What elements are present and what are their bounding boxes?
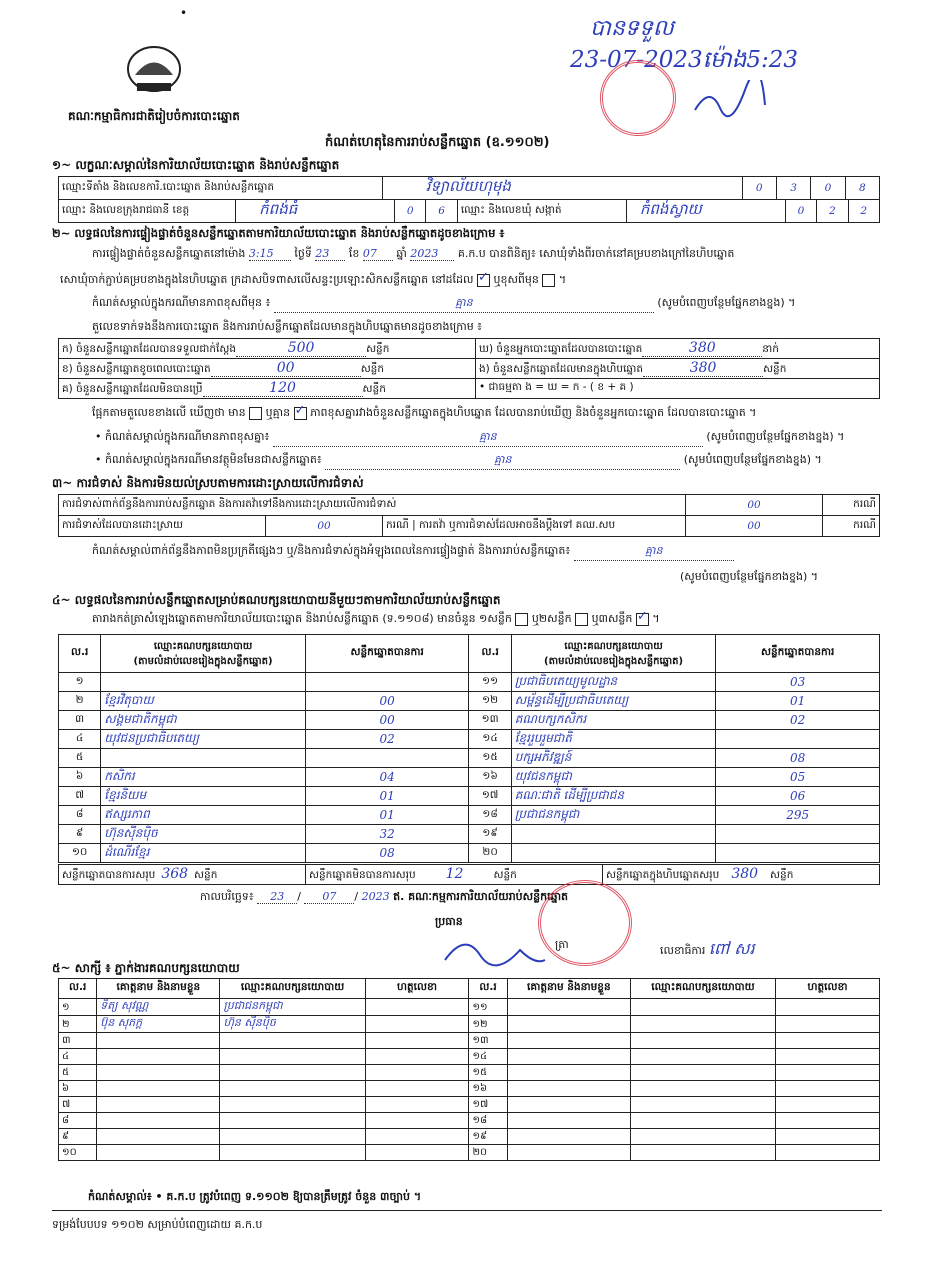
footer-rule	[52, 1210, 882, 1211]
results-row	[59, 806, 880, 825]
witness-party	[220, 1113, 365, 1129]
witness-party	[630, 1065, 775, 1081]
row-number: ៤	[59, 1049, 97, 1065]
results-table: ល.រ ឈ្មោះគណបក្សនយោបាយ (តាមលំដាប់លេខរៀងក្នុងសន្លឹកឆ្នោត) សន្លឹកឆ្នោតបានការ ល.រ ឈ្មោះគណបក្សនយោបាយ (តាមលំដាប់លេខរៀងក្នុងសន្លឹកឆ្នោត) សន្លឹកឆ្នោតបានការ ១ ១១ ប្រជាធិបតេយ្យមូលដ្ឋាន 03 ២ ខ្មែរវិតុបាយ 00 ១២ សម្ព័ន្ធដើម្បីប្រជាធិបតេយ្យ 01 ៣ សង្គមជាតិកម្ពុជា 00 ១៣ គណបក្សកសិករ 02 ៤ យុវជនប្រជាធិបតេយ្យ 02 ១៤ ខ្មែររួបរួមជាតិ ៥ ១៥ បក្សអភិវឌ្ឍន៍ 08 ៦ កសិករ 04 ១៦ យុវជនកម្ពុជា 05 ៧ ខ្មែរនិយម 01 ១៧ គណៈជាតិ ដើម្បីប្រជាជន 06 ៨ ឥស្សរភាព 01 ១៨ ប្រជាជនកម្ពុជា 295 ៩ ហ៊ុនស៊ីនប៉ិច 32 ១៩ ១០ ដំណើរខ្មែរ 08 ២០	[58, 634, 880, 863]
results-row	[59, 730, 880, 749]
footnote: កំណត់សម្គាល់៖ • គ.ក.ប ត្រូវបំពេញ ទ.១១០២ ឱ្យបានត្រឹមត្រូវ ចំនួន ៣ច្បាប់ ។	[88, 1190, 422, 1203]
row-number: ១	[59, 673, 101, 692]
witness-name	[97, 1113, 220, 1129]
results-row	[59, 692, 880, 711]
witness-party: ហ៊ុន ស៊ីនប៉ិច	[220, 1016, 365, 1033]
party-votes: 01	[305, 787, 469, 806]
party-name: យុវជនកម្ពុជា	[511, 768, 716, 787]
time-value: 3:15	[249, 247, 291, 261]
chair-signature	[440, 930, 550, 979]
party-name	[511, 825, 716, 844]
tally-d: ឃ) ចំនួនអ្នកបោះឆ្នោតដែលបានបោះឆ្នោត 380 នាក់	[476, 339, 880, 359]
party-votes	[716, 825, 880, 844]
row-number: ១	[59, 999, 97, 1016]
row-number: ៥	[59, 749, 101, 768]
tally-formula: • ជាធម្មតា ង = ឃ = ក - ( ខ + គ )	[476, 379, 880, 399]
row-number: ១៤	[469, 1049, 507, 1065]
witness-signature	[365, 1033, 469, 1049]
total-invalid: 12	[445, 865, 464, 882]
party-votes	[716, 844, 880, 863]
party-votes: 00	[305, 711, 469, 730]
row-number: ១៥	[469, 1065, 507, 1081]
year-value: 2023	[410, 247, 454, 261]
province-code-2: 6	[426, 200, 457, 223]
row-number: ៣	[59, 1033, 97, 1049]
witness-party	[220, 1081, 365, 1097]
witness-name	[507, 1049, 630, 1065]
objection-label: ការជំទាស់ពាក់ព័ន្ធនឹងការរាប់សន្លឹកឆ្នោត និងការតវ៉ាទៅនឹងការដោះស្រាយលើការជំទាស់	[59, 495, 686, 516]
tally-a: ក) ចំនួនសន្លឹកឆ្នោតដែលបានទទួលជាក់ស្តែង 500 សន្លឹក	[59, 339, 476, 359]
party-votes: 295	[716, 806, 880, 825]
witness-name	[97, 1145, 220, 1161]
party-votes	[716, 730, 880, 749]
witness-row	[59, 1016, 880, 1033]
witness-signature	[365, 1049, 469, 1065]
witness-name	[507, 1033, 630, 1049]
witness-name	[507, 1113, 630, 1129]
party-votes	[305, 749, 469, 768]
witness-name	[507, 1016, 630, 1033]
row-number: ១៨	[469, 806, 511, 825]
place-value: វិទ្យាល័យហុមុង	[382, 177, 742, 200]
party-votes: 06	[716, 787, 880, 806]
row-number: ១៥	[469, 749, 511, 768]
row-number: ៨	[59, 1113, 97, 1129]
party-name: ខ្មែរវិតុបាយ	[101, 692, 306, 711]
section5-title: ៥~ សាក្សី ៖ ភ្នាក់ងារគណបក្សនយោបាយ	[52, 961, 240, 975]
commune-value: កំពង់ស្វាយ	[626, 200, 785, 223]
total-valid: 368	[161, 865, 189, 882]
row-number: ២	[59, 692, 101, 711]
totals-row: សន្លឹកឆ្នោតបានការសរុប 368 សន្លឹក សន្លឹកឆ្នោតមិនបានការសរុប 12 សន្លឹក សន្លឹកឆ្នោតក្នុងហិបឆ្នោតសរុប 380 សន្លឹក	[58, 864, 880, 885]
official-stamp-top	[600, 60, 676, 136]
section3-title: ៣~ ការជំទាស់ និងការមិនយល់ស្របតាមការដោះស្រាយលើការជំទាស់	[52, 476, 364, 490]
section2-title: ២~ លទ្ធផលនៃការផ្ទៀងផ្ទាត់ចំនួនសន្លឹកឆ្នោតតាមការិយាល័យបោះឆ្នោត និងរាប់សន្លឹកឆ្នោតដូចខាងក្រោម ៖	[52, 226, 505, 240]
tally-c: គ) ចំនួនសន្លឹកឆ្នោតដែលមិនបានប្រើ 120 សន្លឹក	[59, 379, 476, 399]
witness-signature	[365, 1065, 469, 1081]
month-value: 07	[363, 247, 393, 261]
party-name	[101, 749, 306, 768]
witness-name	[507, 1097, 630, 1113]
section1-title: ១~ លក្ខណៈសម្គាល់នៃការិយាល័យបោះឆ្នោត និងរាប់សន្លឹកឆ្នោត	[52, 158, 340, 172]
chair-label: ប្រធាន	[435, 915, 463, 928]
section1-table-row2	[58, 199, 880, 223]
official-stamp-bottom	[538, 880, 632, 966]
results-row	[59, 787, 880, 806]
witness-party	[630, 1113, 775, 1129]
place-label: ឈ្មោះទីតាំង និងលេខការិ.បោះឆ្នោត និងរាប់សន្លឹកឆ្នោត	[59, 177, 383, 200]
witness-party	[220, 1129, 365, 1145]
results-row	[59, 711, 880, 730]
party-name	[101, 673, 306, 692]
section4-subline: តារាងកត់ត្រាសំឡេងឆ្នោតតាមការិយាល័យបោះឆ្នោត និងរាប់សន្លឹកឆ្នោត (ទ.១១០៨) មានចំនួន ១សន្លឹក ឬ២សន្លឹក ឬ៣សន្លឹក ✓ ។	[92, 612, 660, 628]
party-name: ប្រជាធិបតេយ្យមូលដ្ឋាន	[511, 673, 716, 692]
resolved-value: 00	[266, 516, 383, 537]
witness-signature	[776, 1049, 880, 1065]
witness-signature	[365, 999, 469, 1016]
party-name: កសិករ	[101, 768, 306, 787]
place-code-2: 3	[776, 177, 810, 200]
receipt-label: បានទទួល	[590, 16, 674, 41]
section1-table	[58, 176, 880, 200]
witness-signature	[365, 1081, 469, 1097]
receipt-datetime: 23-07-2023ម៉ោង5:23	[570, 47, 799, 73]
party-votes: 08	[305, 844, 469, 863]
witness-party	[630, 1081, 775, 1097]
same-checkbox[interactable]	[477, 274, 490, 287]
witness-party	[630, 1129, 775, 1145]
secretary: លេខាធិការ ពៅ សរ	[660, 939, 755, 958]
party-votes: 04	[305, 768, 469, 787]
top-mark: •	[180, 6, 188, 20]
section2-line2: សោឃុំចាក់ភ្ជាប់គម្របខាងក្នុងនៃហិបឆ្នោត ក្រដាសបិទពាសលើសន្ទះប្រឡោះសិកសន្លឹកឆ្នោត នៅដដែល ✓ ឬខុសពីមុន ។	[60, 273, 566, 289]
party-name: គណៈជាតិ ដើម្បីប្រជាជន	[511, 787, 716, 806]
witness-name	[97, 1129, 220, 1145]
form-footer: ទម្រង់បែបបទ ១១០២ សម្រាប់បំពេញដោយ គ.ក.ប	[52, 1218, 263, 1231]
form-title: កំណត់ហេតុនៃការរាប់សន្លឹកឆ្នោត (ឧ.១១០២)	[325, 135, 550, 150]
section3-hint: (សូមបំពេញបន្ថែមផ្នែកខាងខ្នង) ។	[680, 570, 819, 583]
witness-signature	[776, 1081, 880, 1097]
witness-party	[220, 1033, 365, 1049]
party-votes: 32	[305, 825, 469, 844]
row-number: ៨	[59, 806, 101, 825]
tally-e: ង) ចំនួនសន្លឹកឆ្នោតដែលមានក្នុងហិបឆ្នោត 380 សន្លឹក	[476, 359, 880, 379]
witness-party	[630, 1033, 775, 1049]
party-votes: 01	[716, 692, 880, 711]
witness-signature	[365, 1113, 469, 1129]
row-number: ១០	[59, 1145, 97, 1161]
row-number: ៧	[59, 1097, 97, 1113]
changed-checkbox[interactable]	[542, 274, 555, 287]
province-value: កំពង់ធំ	[236, 200, 395, 223]
results-row	[59, 749, 880, 768]
row-number: ១៧	[469, 1097, 507, 1113]
party-name: ឥស្សរភាព	[101, 806, 306, 825]
place-code-4: 8	[845, 177, 879, 200]
witness-name	[97, 1081, 220, 1097]
row-number: ២០	[469, 844, 511, 863]
compare-line: ផ្អែកតាមតួលេខខាងលើ ឃើញថា មាន ឬគ្មាន ✓ ភាពខុសគ្នារវាងចំនួនសន្លឹកឆ្នោតក្នុងហិបឆ្នោត ដែលបានរាប់ឃើញ និងចំនួនអ្នកបោះឆ្នោត ដែលបានបោះឆ្នោត ។	[92, 406, 756, 422]
party-name: បក្សអភិវឌ្ឍន៍	[511, 749, 716, 768]
row-number: ៦	[59, 1081, 97, 1097]
party-name: ខ្មែរនិយម	[101, 787, 306, 806]
row-number: ១៦	[469, 768, 511, 787]
witness-signature	[365, 1129, 469, 1145]
witness-row	[59, 1145, 880, 1161]
sheets-1-checkbox[interactable]	[515, 613, 528, 626]
witness-name	[97, 1097, 220, 1113]
witness-name: ប៊ុន សុភក្ត	[97, 1016, 220, 1033]
party-votes: 08	[716, 749, 880, 768]
witness-party	[220, 1065, 365, 1081]
witness-signature	[365, 1016, 469, 1033]
place-code-1: 0	[742, 177, 776, 200]
emblem	[125, 45, 183, 97]
witness-name	[97, 1049, 220, 1065]
row-number: ១៦	[469, 1081, 507, 1097]
section2-note: កំណត់សម្គាល់ក្នុងករណីមានភាពខុសពីមុន ៖ គ្មាន (សូមបំពេញបន្ថែមផ្នែកខាងខ្នង) ។	[92, 296, 795, 313]
witness-signature	[776, 1145, 880, 1161]
witness-row	[59, 1129, 880, 1145]
witness-party	[630, 1016, 775, 1033]
province-code-1: 0	[395, 200, 426, 223]
day-value: 23	[315, 247, 345, 261]
sheets-3-checkbox[interactable]	[636, 613, 649, 626]
row-number: ៩	[59, 825, 101, 844]
witness-table: ល.រ គោត្តនាម និងនាមខ្លួន ឈ្មោះគណបក្សនយោបាយ ហត្ថលេខា ល.រ គោត្តនាម និងនាមខ្លួន ឈ្មោះគណបក្សនយោបាយ ហត្ថលេខា ១ ទិត្យ សុវណ្ណ ប្រជាជនកម្ពុជា ១១ ២ ប៊ុន សុភក្ត ហ៊ុន ស៊ីនប៉ិច ១២ ៣ ១៣ ៤ ១៤ ៥ ១៥ ៦ ១៦ ៧ ១៧ ៨ ១៨ ៩ ១៩ ១០ ២០	[58, 978, 880, 1161]
witness-party	[630, 1097, 775, 1113]
place-code-3: 0	[811, 177, 845, 200]
party-name	[511, 844, 716, 863]
party-name: ខ្មែររួបរួមជាតិ	[511, 730, 716, 749]
foreign-note: • កំណត់សម្គាល់ក្នុងករណីមានវត្ថុមិនមែនជាសន្លឹកឆ្នោត៖ គ្មាន (សូមបំពេញបន្ថែមផ្នែកខាងខ្នង) ។	[95, 453, 822, 470]
commune-label: ឈ្មោះ និងលេខឃុំ សង្កាត់	[457, 200, 626, 223]
no-diff-checkbox[interactable]	[294, 407, 307, 420]
row-number: ១២	[469, 692, 511, 711]
party-votes: 05	[716, 768, 880, 787]
diff-note: • កំណត់សម្គាល់ក្នុងករណីមានភាពខុសគ្នា៖ គ្មាន (សូមបំពេញបន្ថែមផ្នែកខាងខ្នង) ។	[95, 430, 844, 447]
objection-table: ការជំទាស់ពាក់ព័ន្ធនឹងការរាប់សន្លឹកឆ្នោត និងការតវ៉ាទៅនឹងការដោះស្រាយលើការជំទាស់ 00 ករណី ការជំទាស់ដែលបានដោះស្រាយ 00 ករណី | ការតវ៉ា ឬការជំទាស់ដែលអាចនឹងប្តឹងទៅ គឈ.សប 00 ករណី	[58, 494, 880, 537]
party-name: សង្គមជាតិកម្ពុជា	[101, 711, 306, 730]
date-line: កាលបរិច្ឆេទ៖ 23 / 07 / 2023 ឥ. គណៈកម្មការការិយាល័យរាប់សន្លឹកឆ្នោត	[200, 890, 569, 903]
witness-name	[97, 1065, 220, 1081]
tally-table	[58, 338, 880, 399]
row-number: ១៨	[469, 1113, 507, 1129]
witness-signature	[776, 1033, 880, 1049]
row-number: ១២	[469, 1016, 507, 1033]
committee-name: គណៈកម្មាធិការជាតិរៀបចំការបោះឆ្នោត	[68, 109, 240, 123]
witness-row	[59, 999, 880, 1016]
row-number: ៥	[59, 1065, 97, 1081]
row-number: ១១	[469, 673, 511, 692]
witness-party	[220, 1145, 365, 1161]
row-number: ៦	[59, 768, 101, 787]
appeal-value: 00	[686, 516, 823, 537]
witness-party	[220, 1049, 365, 1065]
note-value: គ្មាន	[274, 296, 654, 313]
row-number: ១៣	[469, 711, 511, 730]
party-name: យុវជនប្រជាធិបតេយ្យ	[101, 730, 306, 749]
witness-signature	[776, 1065, 880, 1081]
commune-code-2: 2	[817, 200, 848, 223]
results-row	[59, 673, 880, 692]
party-name: សម្ព័ន្ធដើម្បីប្រជាធិបតេយ្យ	[511, 692, 716, 711]
row-number: ៧	[59, 787, 101, 806]
party-votes: 01	[305, 806, 469, 825]
witness-signature	[365, 1145, 469, 1161]
total-in-box: 380	[731, 865, 759, 882]
party-votes: 02	[305, 730, 469, 749]
row-number: ២០	[469, 1145, 507, 1161]
witness-name	[507, 999, 630, 1016]
witness-signature	[776, 1113, 880, 1129]
sheets-2-checkbox[interactable]	[575, 613, 588, 626]
witness-signature	[776, 999, 880, 1016]
row-number: ៤	[59, 730, 101, 749]
witness-row	[59, 1065, 880, 1081]
party-name: ប្រជាជនកម្ពុជា	[511, 806, 716, 825]
row-number: ១៤	[469, 730, 511, 749]
results-row	[59, 768, 880, 787]
resolved-label: ការជំទាស់ដែលបានដោះស្រាយ	[59, 516, 266, 537]
stamp-label: ត្រា	[555, 938, 569, 951]
party-name: ហ៊ុនស៊ីនប៉ិច	[101, 825, 306, 844]
witness-name	[507, 1145, 630, 1161]
witness-row	[59, 1081, 880, 1097]
witness-party	[630, 1049, 775, 1065]
signature-top	[690, 80, 770, 124]
row-number: ៩	[59, 1129, 97, 1145]
section3-note: កំណត់សម្គាល់ពាក់ព័ន្ធនឹងភាពមិនប្រក្រតីផ្សេងៗ ឬ/និងការជំទាស់ក្នុងអំឡុងពេលនៃការផ្ទៀងផ្ទាត់ និងការរាប់សន្លឹកឆ្នោត៖ គ្មាន	[92, 544, 734, 561]
witness-row	[59, 1097, 880, 1113]
witness-name	[507, 1081, 630, 1097]
witness-signature	[776, 1097, 880, 1113]
province-label: ឈ្មោះ និងលេខក្រុងរាជធានី ខេត្ត	[59, 200, 236, 223]
witness-row	[59, 1113, 880, 1129]
tally-b: ខ) ចំនួនសន្លឹកឆ្នោតខូចពេលបោះឆ្នោត 00 សន្លឹក	[59, 359, 476, 379]
party-votes	[305, 673, 469, 692]
has-diff-checkbox[interactable]	[249, 407, 262, 420]
commune-code-1: 0	[785, 200, 816, 223]
witness-party	[630, 999, 775, 1016]
witness-signature	[365, 1097, 469, 1113]
section2-below: តួលេខទាក់ទងនឹងការបោះឆ្នោត និងការរាប់សន្លឹកឆ្នោតដែលមានក្នុងហិបឆ្នោតមានដូចខាងក្រោម ៖	[92, 320, 483, 333]
party-votes: 03	[716, 673, 880, 692]
row-number: ១៩	[469, 1129, 507, 1145]
row-number: ៣	[59, 711, 101, 730]
party-votes: 00	[305, 692, 469, 711]
party-name: គណបក្សកសិករ	[511, 711, 716, 730]
witness-signature	[776, 1016, 880, 1033]
row-number: ២	[59, 1016, 97, 1033]
section4-title: ៤~ លទ្ធផលនៃការរាប់សន្លឹកឆ្នោតសម្រាប់គណបក្សនយោបាយនីមួយៗតាមការិយាល័យរាប់សន្លឹកឆ្នោត	[52, 593, 501, 607]
witness-row	[59, 1033, 880, 1049]
objection-value: 00	[686, 495, 823, 516]
results-row	[59, 825, 880, 844]
commune-code-3: 2	[848, 200, 879, 223]
witness-party	[630, 1145, 775, 1161]
witness-name	[507, 1129, 630, 1145]
witness-signature	[776, 1129, 880, 1145]
row-number: ១៣	[469, 1033, 507, 1049]
row-number: ១០	[59, 844, 101, 863]
witness-name	[97, 1033, 220, 1049]
row-number: ១១	[469, 999, 507, 1016]
row-number: ១៩	[469, 825, 511, 844]
party-votes: 02	[716, 711, 880, 730]
witness-row	[59, 1049, 880, 1065]
witness-party	[220, 1097, 365, 1113]
witness-party: ប្រជាជនកម្ពុជា	[220, 999, 365, 1016]
witness-name: ទិត្យ សុវណ្ណ	[97, 999, 220, 1016]
section2-line1: ការផ្ទៀងផ្ទាត់ចំនួនសន្លឹកឆ្នោតនៅម៉ោង 3:15 ថ្ងៃទី 23 ខែ 07 ឆ្នាំ 2023 គ.ក.ប បានពិនិត្យ៖ សោឃុំទាំងពីរចាក់នៅគម្របខាងក្រៅនៃហិបឆ្នោត	[92, 247, 735, 260]
witness-name	[507, 1065, 630, 1081]
results-row	[59, 844, 880, 863]
party-name: ដំណើរខ្មែរ	[101, 844, 306, 863]
row-number: ១៧	[469, 787, 511, 806]
